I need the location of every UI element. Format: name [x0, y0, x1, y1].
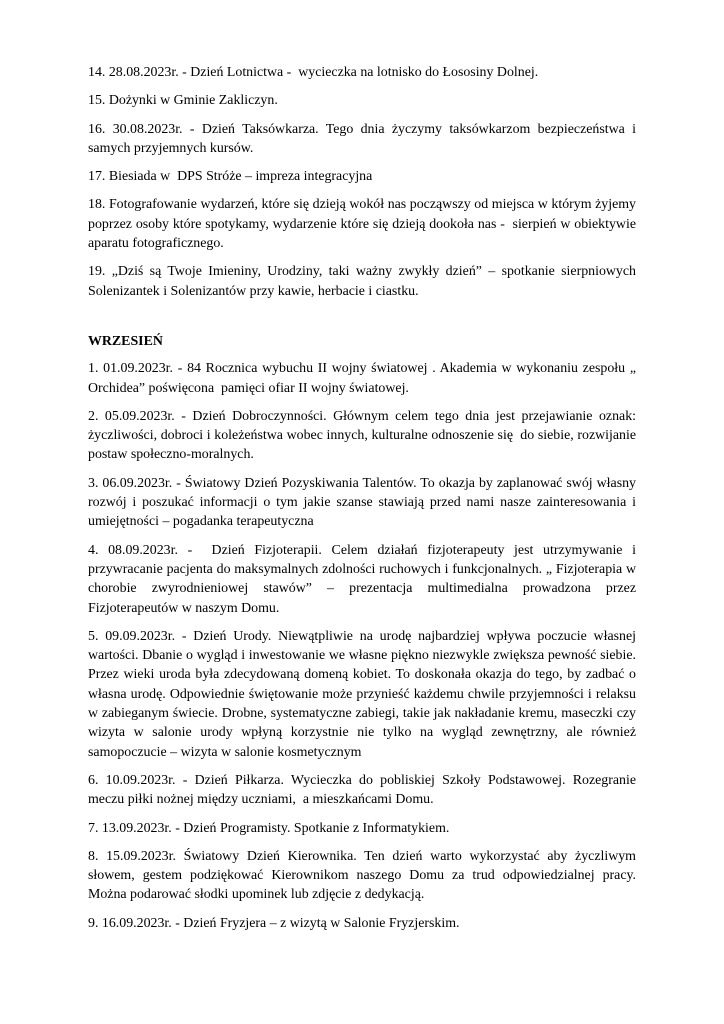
august-item-16: 16. 30.08.2023r. - Dzień Taksówkarza. Tego dnia życzymy taksówkarzom bezpieczeństwa i samych przyjemnych kursów.	[88, 121, 640, 156]
august-item-17: 17. Biesiada w DPS Stróże – impreza integracyjna	[88, 169, 373, 185]
august-item-19: 19. „Dziś są Twoje Imieniny, Urodziny, taki ważny zwykły dzień” – spotkanie sierpniowych Solenizantek i Solenizantów przy kawie, herbacie i ciastku.	[88, 264, 640, 299]
september-item-5: 5. 09.09.2023r. - Dzień Urody. Niewątpliwie na urodę najbardziej wpływa poczucie własnej wartości. Dbanie o wygląd i inwestowanie we własne piękno niezwykle zwiększa pewność siebie. Przez wieki uroda była zdecydowaną domeną kobiet. To doskonała okazja do tego, by zadbać o własna urodę. Odpowiednie świętowanie może przynieść każdemu chwile przyjemności i relaksu w zabieganym świecie. Drobne, systematyczne zabiegi, takie jak nakładanie kremu, maseczki czy wizyta w salonie urody wpłyną korzystnie nie tylko na wygląd zewnętrzny, ale również samopoczucie – wizyta w salonie kosmetycznym	[88, 628, 640, 760]
august-item-15: 15. Dożynki w Gminie Zakliczyn.	[88, 93, 278, 109]
september-item-6: 6. 10.09.2023r. - Dzień Piłkarza. Wycieczka do pobliskiej Szkoły Podstawowej. Rozegranie meczu piłki nożnej między uczniami, a mieszkańcami Domu.	[88, 772, 640, 808]
august-item-14: 14. 28.08.2023r. - Dzień Lotnictwa - wycieczka na lotnisko do Łososiny Dolnej.	[88, 65, 539, 80]
september-heading: WRZESIEŃ	[88, 333, 163, 349]
september-item-1: 1. 01.09.2023r. - 84 Rocznica wybuchu II wojny światowej . Akademia w wykonaniu zespołu „ Orchidea” poświęcona pamięci ofiar II wojny światowej.	[88, 361, 640, 396]
september-item-8: 8. 15.09.2023r. Światowy Dzień Kierownika. Ten dzień warto wykorzystać aby życzliwym słowem, gestem podziękować Kierownikom naszego Domu za trud odpowiedzialnej pracy. Można podarować słodki upominek lub zdjęcie z dedykacją.	[88, 848, 640, 903]
september-item-4: 4. 08.09.2023r. - Dzień Fizjoterapii. Celem działań fizjoterapeuty jest utrzymywanie i przywracanie pacjenta do maksymalnych zdolności ruchowych i funkcjonalnych. „ Fizjoterapia w chorobie zwyrodnieniowej stawów” – prezentacja multimedialna prowadzona przez Fizjoterapeutów w naszym Domu.	[88, 542, 640, 616]
september-item-2: 2. 05.09.2023r. - Dzień Dobroczynności. Głównym celem tego dnia jest przejawianie oznak: życzliwości, dobroci i koleżeństwa wobec innych, kulturalne odnoszenie się do siebie, rozwijanie postaw społeczno-moralnych.	[88, 408, 640, 463]
september-item-3: 3. 06.09.2023r. - Światowy Dzień Pozyskiwania Talentów. To okazja by zaplanować swój własny rozwój i poszukać informacji o tym jakie szanse stawiają przed nami nasze zainteresowania i umiejętności – pogadanka terapeutyczna	[88, 475, 640, 530]
september-item-9: 9. 16.09.2023r. - Dzień Fryzjera – z wizytą w Salonie Fryzjerskim.	[88, 915, 460, 931]
september-item-7: 7. 13.09.2023r. - Dzień Programisty. Spotkanie z Informatykiem.	[88, 820, 450, 836]
august-item-18: 18. Fotografowanie wydarzeń, które się dzieją wokół nas począwszy od miejsca w którym żyjemy poprzez osoby które spotykamy, wydarzenie które się dzieją dookoła nas - sierpień w obiektywie aparatu fotograficznego.	[88, 197, 640, 252]
